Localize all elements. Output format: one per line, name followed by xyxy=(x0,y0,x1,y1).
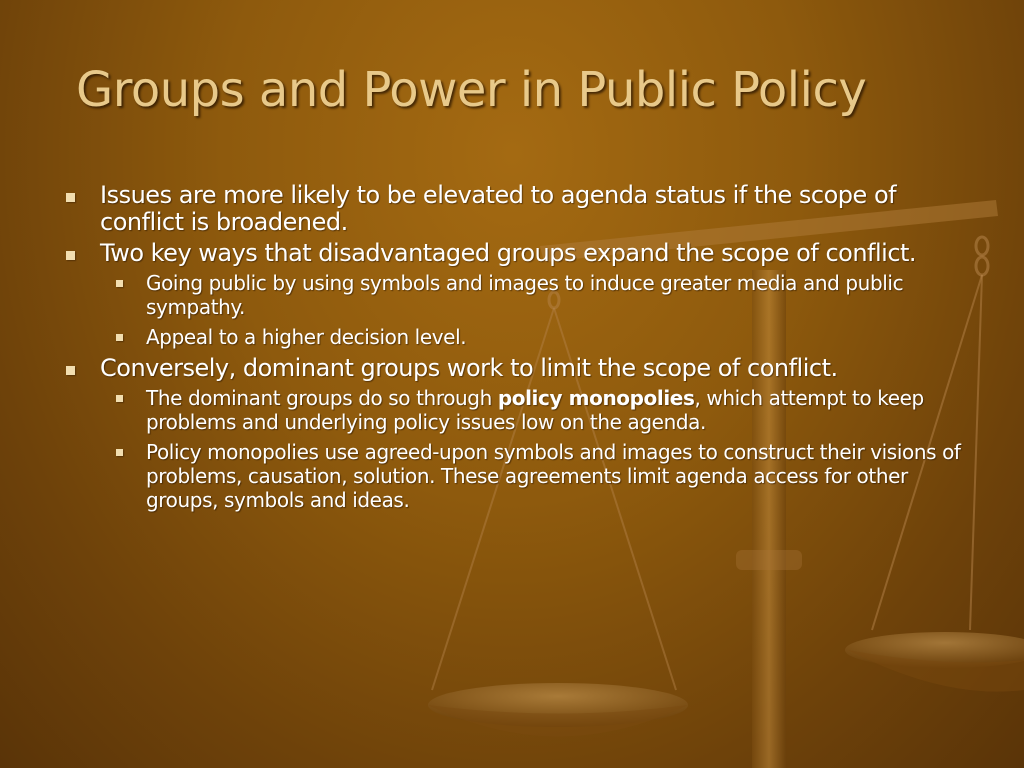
sub-bullet-text-start: The dominant groups do so through xyxy=(146,386,498,410)
slide-title: Groups and Power in Public Policy xyxy=(76,62,867,118)
sub-bullet-item xyxy=(114,386,962,434)
square-bullet-icon xyxy=(116,449,123,456)
bullet-text: Issues are more likely to be elevated to agenda status if the scope of conflict is broadened. xyxy=(100,181,897,236)
square-bullet-icon xyxy=(66,366,75,375)
sub-bullet-text: Policy monopolies use agreed-upon symbols and images to construct their visions of problems, causation, solution. These agreements limit agenda access for other groups, symbols and ideas. xyxy=(146,440,961,512)
policy-monopolies-emphasis: policy monopolies xyxy=(497,386,695,410)
sub-bullet-text: Going public by using symbols and images to induce greater media and public sympathy. xyxy=(146,271,904,319)
bullet-list xyxy=(62,182,962,518)
sub-bullet-item xyxy=(114,440,962,512)
sub-bullet-item xyxy=(114,325,962,349)
sub-bullet-text: Appeal to a higher decision level. xyxy=(146,325,467,349)
bullet-text: Conversely, dominant groups work to limit the scope of conflict. xyxy=(100,354,838,382)
bullet-item xyxy=(62,182,962,236)
sub-bullet-text-end: , which attempt to keep problems and underlying policy issues low on the agenda. xyxy=(146,386,924,434)
square-bullet-icon xyxy=(116,395,123,402)
bullet-item xyxy=(62,240,962,267)
bullet-text: Two key ways that disadvantaged groups expand the scope of conflict. xyxy=(100,239,917,267)
square-bullet-icon xyxy=(116,334,123,341)
sub-bullet-item xyxy=(114,271,962,319)
square-bullet-icon xyxy=(66,193,75,202)
bullet-item xyxy=(62,355,962,382)
square-bullet-icon xyxy=(116,280,123,287)
square-bullet-icon xyxy=(66,251,75,260)
sub-bullet-text xyxy=(146,386,924,434)
